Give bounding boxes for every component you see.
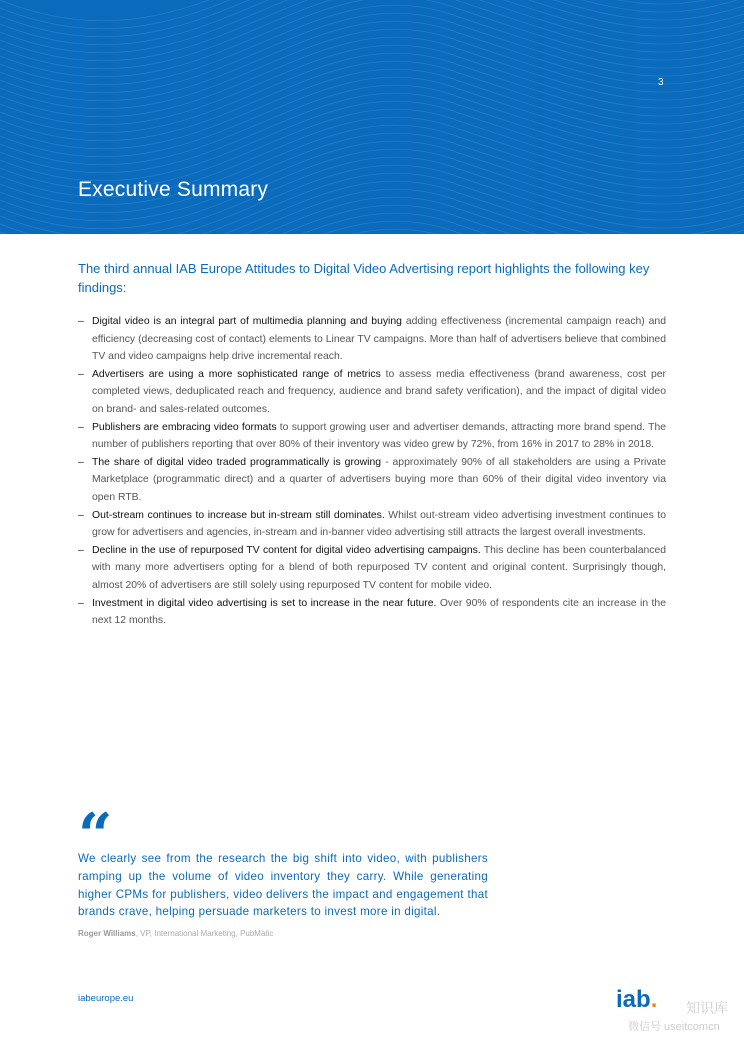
finding-detail: adding effectiveness (incremental campaign reach) and efficiency (decreasing cost of contact) elements to Linear TV campaigns. More than half of advertisers believe that combined TV and video campaigns help drive incremental reach. bbox=[92, 316, 666, 363]
finding-detail: This decline has been counterbalanced with many more advertisers opting for a blend of both repurposed TV content and original content. Surprisingly though, almost 20% of advertisers are still solely using repurposed TV content for mobile video. bbox=[92, 544, 667, 591]
dash-bullet: – bbox=[78, 597, 84, 609]
finding-detail: to support growing user and advertiser demands, attracting more brand spend. The number of publishers reporting that over 80% of their inventory was video grew by 72%, from 16% in 2017 to 28% in 2018. bbox=[92, 421, 666, 451]
watermark-text: 知识库 bbox=[686, 1000, 728, 1016]
dash-bullet: – bbox=[78, 456, 84, 468]
finding-lead: The share of digital video traded programmatically is growing bbox=[92, 456, 382, 468]
dash-bullet: – bbox=[78, 368, 84, 380]
quote-role: , VP, International Marketing, PubMatic bbox=[135, 929, 274, 938]
finding-item bbox=[78, 454, 666, 507]
findings-list bbox=[78, 313, 666, 630]
quote-text: We clearly see from the research the big shift into video, with publishers ramping up the volume of video inventory they carry. While generating higher CPMs for publishers, video delivers the impact and engagement that brands crave, helping persuade marketers to invest more in digital. bbox=[78, 852, 488, 919]
intro-text: The third annual IAB Europe Attitudes to Digital Video Advertising report highlights the following key findings: bbox=[78, 261, 650, 295]
dash-bullet: – bbox=[78, 509, 84, 521]
finding-detail: Over 90% of respondents cite an increase in the next 12 months. bbox=[92, 597, 666, 627]
quote-attribution bbox=[78, 929, 273, 938]
finding-item bbox=[78, 595, 666, 630]
page-number: 3 bbox=[658, 77, 664, 88]
finding-lead: Digital video is an integral part of multimedia planning and buying bbox=[92, 316, 402, 327]
finding-item bbox=[78, 313, 666, 366]
finding-lead: Decline in the use of repurposed TV content for digital video advertising campaigns. bbox=[92, 544, 481, 556]
finding-lead: Out-stream continues to increase but in-stream still dominates. bbox=[92, 509, 385, 521]
finding-detail: - approximately 90% of all stakeholders are using a Private Marketplace (programmatic direct) and a quarter of advertisers buying more than 60% of their digital video inventory via open RTB. bbox=[92, 456, 667, 503]
finding-detail: Whilst out-stream video advertising investment continues to grow for advertisers and agencies, in-stream and in-banner video advertising still attracts the largest overall investments. bbox=[92, 509, 666, 539]
finding-detail: to assess media effectiveness (brand awareness, cost per completed views, deduplicated reach and frequency, audience and brand safety verification), and the impact of digital video on brand- and sales-related outcomes. bbox=[92, 368, 666, 415]
finding-item bbox=[78, 542, 666, 595]
dash-bullet: – bbox=[78, 544, 84, 556]
iab-europe-logo: iab. bbox=[616, 986, 658, 1013]
watermark-subtext: 微信号 useitcomcn bbox=[628, 1021, 720, 1033]
finding-item bbox=[78, 366, 666, 419]
dash-bullet: – bbox=[78, 316, 84, 327]
finding-lead: Publishers are embracing video formats bbox=[92, 421, 277, 433]
quote-author: Roger Williams bbox=[78, 929, 136, 938]
footer-link[interactable]: iabeurope.eu bbox=[78, 993, 134, 1004]
header-banner bbox=[0, 0, 744, 234]
finding-lead: Investment in digital video advertising is set to increase in the near future. bbox=[92, 597, 437, 609]
finding-item bbox=[78, 419, 666, 454]
finding-lead: Advertisers are using a more sophisticated range of metrics bbox=[92, 368, 381, 380]
quote-mark-icon: “ bbox=[78, 801, 113, 871]
dash-bullet: – bbox=[78, 421, 84, 433]
page-title: Executive Summary bbox=[78, 178, 269, 201]
finding-item bbox=[78, 507, 666, 542]
